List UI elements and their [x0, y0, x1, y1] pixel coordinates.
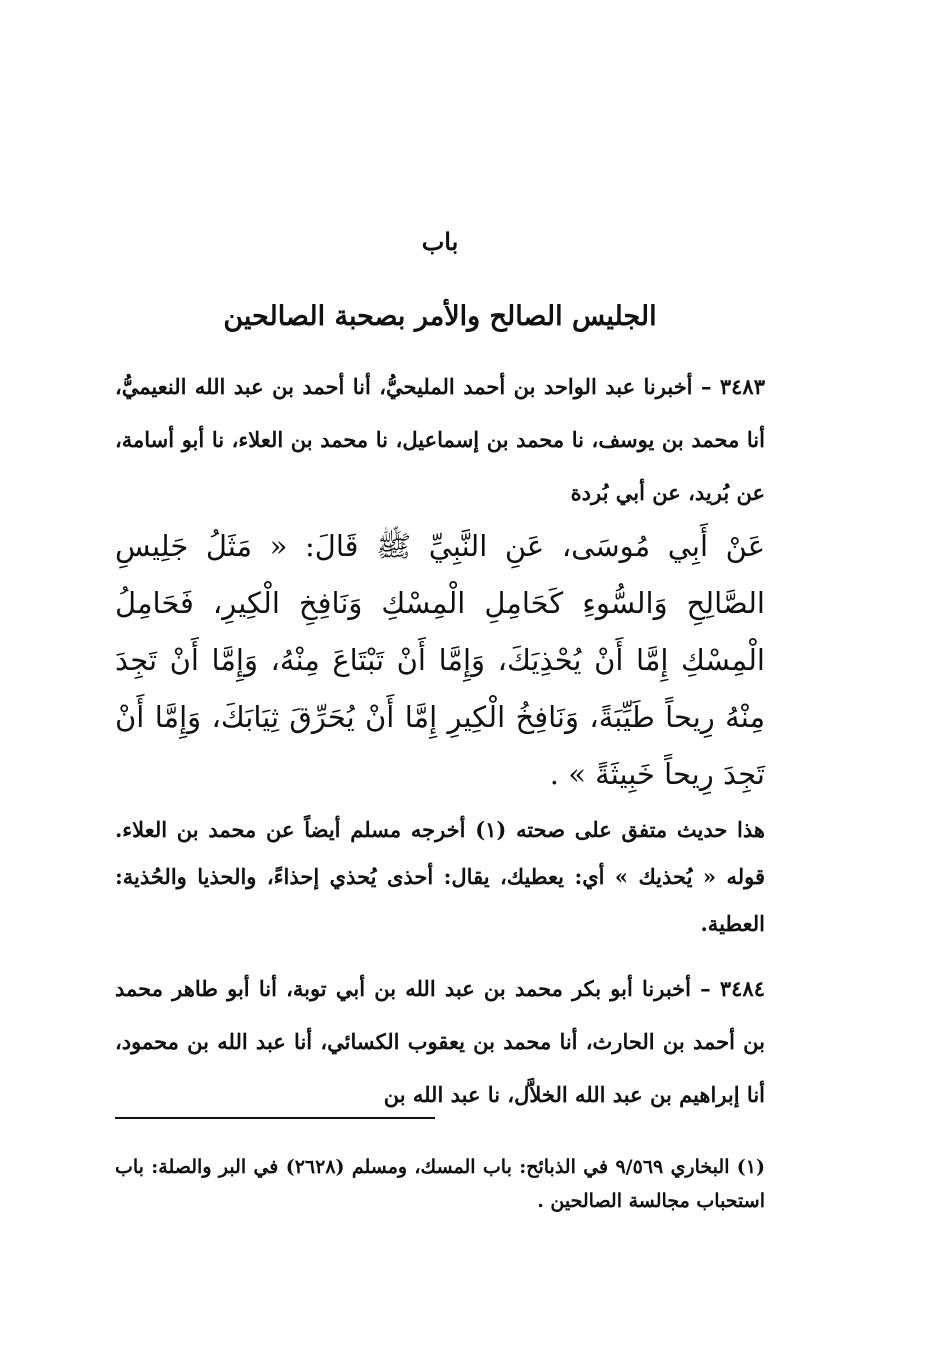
- hadith-3483-commentary: هذا حديث متفق على صحته (١) أخرجه مسلم أيضاً عن محمد بن العلاء. قوله « يُحذيك » أي: يعطيك، يقال: أحذى يُحذي إحذاءً، والحذيا والحُذية: العطية.: [115, 817, 765, 936]
- document-page: [115, 0, 765, 1360]
- hadith-3483-isnad: ٣٤٨٣ – أخبرنا عبد الواحد بن أحمد المليحيُّ، أنا أحمد بن عبد الله النعيميُّ، أنا محمد بن يوسف، نا محمد بن إسماعيل، نا محمد بن العلاء، نا أبو أسامة، عن بُريد، عن أبي بُردة: [115, 374, 765, 505]
- hadith-3484-isnad: ٣٤٨٤ – أخبرنا أبو بكر محمد بن عبد الله بن أبي توبة، أنا أبو طاهر محمد بن أحمد بن الحارث، أنا محمد بن يعقوب الكسائي، أنا عبد الله بن محمود، أنا إبراهيم بن عبد الله الخلاَّل، نا عبد الله بن: [115, 976, 765, 1107]
- footnote-1: (١) البخاري ٩/٥٦٩ في الذبائح: باب المسك، ومسلم (٢٦٢٨) في البر والصلة: باب استحباب مجالسة الصالحين .: [115, 1156, 766, 1212]
- hadith-3483-matn: عَنْ أَبِي مُوسَى، عَنِ النَّبِيِّ ﷺ قَالَ: « مَثَلُ جَلِيسِ الصَّالِحِ وَالسُّوءِ كَحَامِلِ الْمِسْكِ وَنَافِخِ الْكِيرِ، فَحَامِلُ الْمِسْكِ إِمَّا أَنْ يُحْذِيَكَ، وَإِمَّا أَنْ تَبْتَاعَ مِنْهُ، وَإِمَّا أَنْ تَجِدَ مِنْهُ رِيحاً طَيِّبَةً، وَنَافِخُ الْكِيرِ إِمَّا أَنْ يُحَرِّقَ ثِيَابَكَ، وَإِمَّا أَنْ تَجِدَ رِيحاً خَبِيثَةً » .: [115, 529, 765, 791]
- chapter-title: الجليس الصالح والأمر بصحبة الصالحين: [223, 301, 657, 332]
- footnote-divider: [115, 1117, 435, 1119]
- chapter-heading: باب: [421, 227, 459, 256]
